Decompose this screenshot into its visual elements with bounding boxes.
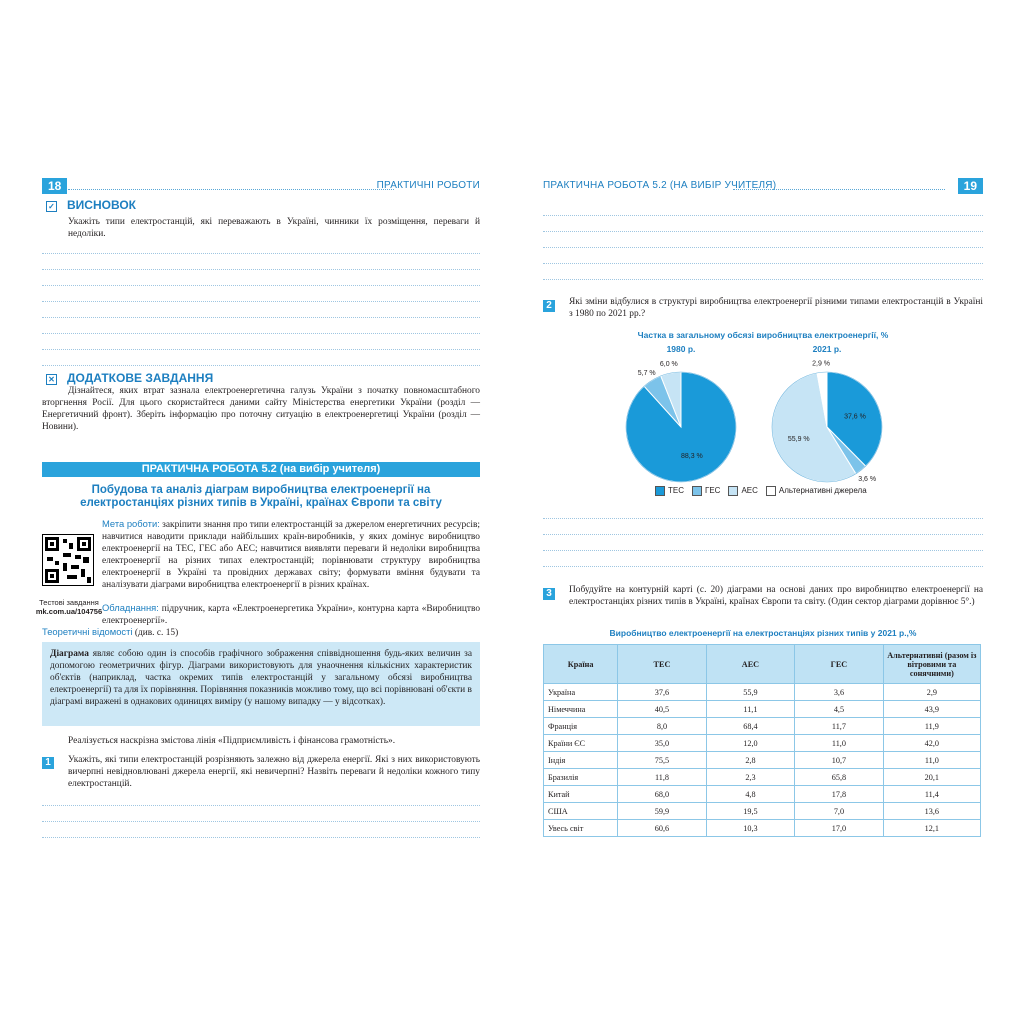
table-cell: 2,3: [706, 769, 794, 786]
table-cell: Франція: [544, 718, 618, 735]
chart-title: Частка в загальному обсязі виробництва електроенергії, %: [637, 330, 889, 340]
table-cell: 4,5: [795, 701, 883, 718]
table-cell: 8,0: [618, 718, 706, 735]
table-header-cell: Альтернативні (разом із вітровими та сонячними): [883, 645, 980, 684]
table-cell: 68,4: [706, 718, 794, 735]
pie-year-label: 1980 р.: [666, 344, 696, 354]
table-row: [544, 684, 981, 701]
work-title: Побудова та аналіз діаграм виробництва електроенергії на електростанціях різних типів в Україні, країнах Європи та світу: [80, 484, 442, 509]
qr-code: [42, 534, 94, 586]
table-cell: 65,8: [795, 769, 883, 786]
table-cell: 17,8: [795, 786, 883, 803]
table-row: [544, 820, 981, 837]
table-cell: Увесь світ: [544, 820, 618, 837]
table-header-cell: ТЕС: [618, 645, 706, 684]
table-cell: 55,9: [706, 684, 794, 701]
page-number: 18: [42, 178, 67, 194]
theory-box: Діаграма являє собою один із способів графічного зображення співвідношення будь-яких величин за допомогою геометричних фігур. Діаграми використовують для унаочнення кількісних характеристик об'єктів (наприклад, частка окремих типів електростанцій у загальному обсязі виробництва електроенергії) та для їх порівняння. Порівняння показників можливо тому, що всі порівнювані об'єкти в діаграмі виражені в однакових одиницях виміру (у нашому випадку — у відсотках).: [42, 642, 480, 726]
table-cell: Бразилія: [544, 769, 618, 786]
table-cell: Китай: [544, 786, 618, 803]
table-row: [544, 769, 981, 786]
table-cell: 10,7: [795, 752, 883, 769]
task-number: 2: [543, 300, 555, 312]
legend-item: [692, 486, 720, 495]
table-cell: США: [544, 803, 618, 820]
running-header: ПРАКТИЧНІ РОБОТИ: [376, 180, 480, 191]
table-title: Виробництво електроенергії на електростанціях різних типів у 2021 р.,%: [609, 628, 917, 638]
theory-ref: Теоретичні відомості (див. с. 15): [42, 626, 179, 638]
pie-value-label: 88,3 %: [680, 453, 703, 461]
checkbox-icon: ✓: [46, 201, 57, 212]
legend-item: [766, 486, 867, 495]
table-cell: Німеччина: [544, 701, 618, 718]
legend-swatch: [692, 486, 702, 496]
task1-text: Укажіть, які типи електростанцій розрізняють залежно від джерела енергії. Які з них використовують вичерпні невідновлювані джерела енергії, які невичерпні? Назвіть переваги й недоліки кожного типу електростанцій.: [68, 755, 480, 789]
table-cell: 10,3: [706, 820, 794, 837]
conclusion-title: ✓ ВИСНОВОК: [46, 198, 136, 212]
table-cell: 2,9: [883, 684, 980, 701]
table-cell: 35,0: [618, 735, 706, 752]
legend-label: ТЕС: [668, 486, 684, 496]
conclusion-text: Укажіть типи електростанцій, які переважають в Україні, чинники їх розміщення, переваги й недоліки.: [68, 217, 480, 239]
chart-legend: [655, 486, 875, 496]
table-cell: 11,9: [883, 718, 980, 735]
table-cell: 4,8: [706, 786, 794, 803]
answer-lines: [543, 200, 983, 280]
table-cell: 11,8: [618, 769, 706, 786]
table-cell: 11,4: [883, 786, 980, 803]
legend-label: Альтернативні джерела: [778, 486, 867, 496]
legend-label: АЕС: [741, 486, 758, 496]
task3-text: Побудуйте на контурній карті (с. 20) діаграми на основі даних про виробництво електроенергії на електростанціях різних типів в Україні, країнах Європи та світу. (Один сектор діаграми дорівнює 5°.): [569, 585, 983, 607]
pie-value-label: 2,9 %: [812, 360, 831, 368]
table-cell: 20,1: [883, 769, 980, 786]
table-cell: 59,9: [618, 803, 706, 820]
table-cell: 11,1: [706, 701, 794, 718]
pie-value-label: 37,6 %: [844, 413, 866, 421]
cross-box-icon: ✕: [46, 374, 57, 385]
legend-label: ГЕС: [705, 486, 721, 496]
table-cell: 3,6: [795, 684, 883, 701]
task2-text: Які зміни відбулися в структурі виробництва електроенергії різними типами електростанцій в Україні з 1980 по 2021 рр.?: [569, 297, 983, 319]
page-number: 19: [958, 178, 983, 194]
table-cell: 12,0: [706, 735, 794, 752]
table-row: [544, 735, 981, 752]
answer-lines: [42, 790, 480, 838]
tests-info: Тестові завдання mk.com.ua/104756: [35, 598, 103, 616]
table-cell: Країни ЄС: [544, 735, 618, 752]
table-cell: Індія: [544, 752, 618, 769]
table-cell: 2,8: [706, 752, 794, 769]
table-cell: 13,6: [883, 803, 980, 820]
table-cell: 17,0: [795, 820, 883, 837]
legend-swatch: [728, 486, 738, 496]
table-row: [544, 718, 981, 735]
legend-swatch: [655, 486, 665, 496]
equipment-paragraph: Обладнання: підручник, карта «Електроенергетика України», контурна карта «Виробництво електроенергії».: [102, 602, 481, 626]
table-cell: 19,5: [706, 803, 794, 820]
line-text: Реалізується наскрізна змістова лінія «Підприємливість і фінансова грамотність».: [68, 736, 396, 746]
table-row: [544, 752, 981, 769]
task-number: 1: [42, 757, 54, 769]
pie-value-label: 55,9 %: [787, 435, 810, 443]
goal-paragraph: Мета роботи: закріпити знання про типи електростанцій за джерелом енергетичних ресурсів; навчитися наводити приклади найбільших країн-виробників, у яких домінує виробництво електроенергії на ТЕС, ГЕС або АЕС; навчитися виявляти переваги й недоліки виробництва електроенергії на різних типах електростанцій; порівнювати структуру виробництва електроенергії в Україні та провідних державах світу; формувати вміння будувати та аналізувати діаграми виробництва електроенергії в різних країнах.: [102, 518, 481, 590]
pie-value-label: 6,0 %: [659, 361, 678, 369]
table-header-cell: Країна: [544, 645, 618, 684]
pie-value-label: 5,7 %: [637, 369, 656, 377]
table-cell: 42,0: [883, 735, 980, 752]
table-cell: 68,0: [618, 786, 706, 803]
answer-lines: [543, 503, 983, 567]
table-row: [544, 786, 981, 803]
answer-lines: [42, 238, 480, 366]
table-cell: 7,0: [795, 803, 883, 820]
pie-value-label: 3,6 %: [858, 476, 877, 484]
table-cell: 37,6: [618, 684, 706, 701]
table-cell: 11,7: [795, 718, 883, 735]
table-header-cell: АЕС: [706, 645, 794, 684]
table-cell: 11,0: [795, 735, 883, 752]
task-number: 3: [543, 588, 555, 600]
table-row: [544, 701, 981, 718]
extra-task-title: ✕ ДОДАТКОВЕ ЗАВДАННЯ: [46, 371, 213, 385]
legend-item: [655, 486, 684, 495]
practical-work-bar: ПРАКТИЧНА РОБОТА 5.2 (на вибір учителя): [42, 462, 480, 477]
table-cell: 60,6: [618, 820, 706, 837]
legend-item: [728, 486, 757, 495]
running-header: ПРАКТИЧНА РОБОТА 5.2 (НА ВИБІР УЧИТЕЛЯ): [543, 180, 777, 191]
tests-link[interactable]: mk.com.ua/104756: [35, 607, 103, 616]
legend-swatch: [766, 486, 776, 496]
pie-charts: [623, 342, 903, 502]
table-cell: 43,9: [883, 701, 980, 718]
pie-year-label: 2021 р.: [812, 344, 842, 354]
table-cell: 11,0: [883, 752, 980, 769]
table-cell: 40,5: [618, 701, 706, 718]
table-header-cell: ГЕС: [795, 645, 883, 684]
production-table: [543, 644, 981, 837]
table-cell: 12,1: [883, 820, 980, 837]
table-cell: 75,5: [618, 752, 706, 769]
table-row: [544, 803, 981, 820]
table-cell: Україна: [544, 684, 618, 701]
extra-task-text: Дізнайтеся, яких втрат зазнала електроенергетична галузь України з початку повномасштабного вторгнення Росії. Для цього скористайтеся даними сайту Міністерства енергетики України (розділ — Енергетичний фронт). Зберіть інформацію про поточну ситуацію в електроенергетиці України (розділ — Новини).: [42, 386, 480, 432]
